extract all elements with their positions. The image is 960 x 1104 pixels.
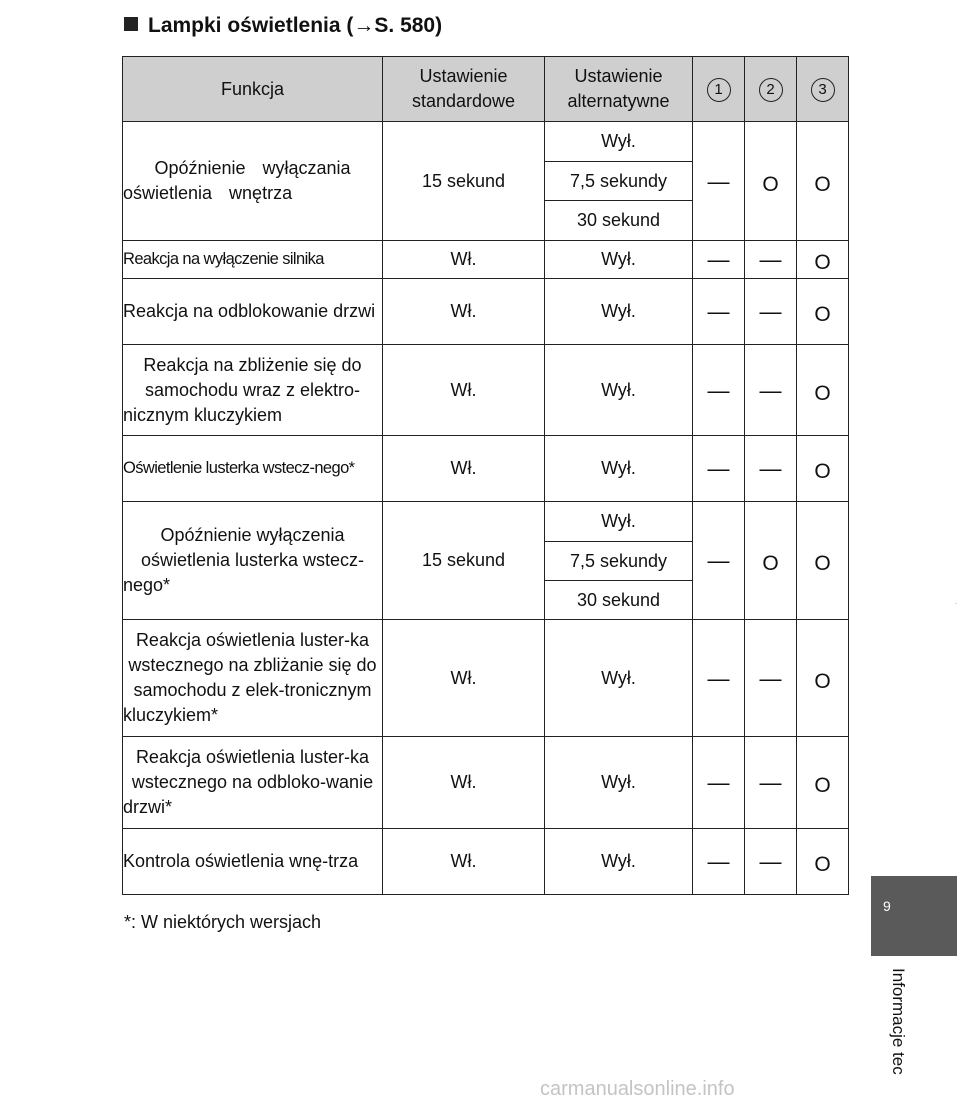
table-row [123, 241, 849, 279]
mark-cell: O [797, 282, 849, 348]
standard-cell: 15 sekund [383, 122, 545, 241]
header-mark-1 [693, 57, 745, 122]
function-cell: Opóźnienie wyłączania oświetlenia wnętrza [123, 122, 383, 241]
alternative-cell: Wył. [545, 122, 693, 162]
function-cell: Oświetlenie lusterka wstecz-nego* [123, 436, 383, 502]
mark-cell: — [693, 122, 745, 241]
standard-cell: Wł. [383, 436, 545, 502]
bullet-square-icon [124, 17, 138, 31]
alternative-cell: 7,5 sekundy [545, 162, 693, 201]
function-cell: Reakcja na wyłączenie silnika [123, 241, 383, 279]
function-cell: Reakcja oświetlenia luster-ka wstecznego na zbliżanie się do samochodu z elek-tronicznym kluczykiem* [123, 620, 383, 737]
table-row [123, 829, 849, 895]
header-function: Funkcja [123, 57, 383, 122]
section-heading [124, 14, 442, 38]
mark-cell: O [797, 125, 849, 244]
alternative-cell: Wył. [545, 737, 693, 829]
mark-cell: — [693, 502, 745, 620]
chapter-number: 9 [883, 898, 891, 914]
mark-cell: O [797, 439, 849, 505]
settings-table [122, 56, 849, 895]
mark-cell: — [693, 241, 745, 279]
alternative-cell: Wył. [545, 279, 693, 345]
mark-cell: — [745, 436, 797, 502]
mark-cell: O [797, 832, 849, 898]
alternative-cell: Wył. [545, 436, 693, 502]
footnote: *: W niektórych wersjach [124, 912, 322, 932]
standard-cell: 15 sekund [383, 502, 545, 620]
mark-cell: — [745, 345, 797, 436]
mark-cell: O [797, 623, 849, 740]
table-row [123, 122, 849, 162]
table-row [123, 279, 849, 345]
mark-cell: — [693, 620, 745, 737]
mark-cell: — [745, 279, 797, 345]
mark-cell: — [745, 620, 797, 737]
standard-cell: Wł. [383, 345, 545, 436]
alternative-cell: 30 sekund [545, 581, 693, 620]
mark-cell: — [693, 737, 745, 829]
table-row [123, 345, 849, 436]
watermark: carmanualsonline.info [540, 1078, 735, 1100]
circled-two-icon: 2 [759, 78, 783, 102]
mark-cell: O [797, 348, 849, 439]
mark-cell: — [693, 436, 745, 502]
standard-cell: Wł. [383, 241, 545, 279]
function-cell: Reakcja na odblokowanie drzwi [123, 279, 383, 345]
mark-cell: — [745, 829, 797, 895]
chapter-tab [871, 876, 957, 956]
alternative-cell: Wył. [545, 829, 693, 895]
function-cell: Kontrola oświetlenia wnę-trza [123, 829, 383, 895]
heading-page-ref: S. 580) [374, 14, 443, 37]
arrow-right-icon: → [353, 14, 375, 37]
standard-cell: Wł. [383, 620, 545, 737]
standard-cell: Wł. [383, 829, 545, 895]
mark-cell: — [693, 345, 745, 436]
table-header-row [123, 57, 849, 122]
heading-text: Lampki oświetlenia ( [148, 14, 354, 37]
circled-three-icon: 3 [811, 78, 835, 102]
mark-cell: O [745, 505, 797, 623]
function-cell: Reakcja na zbliżenie się do samochodu wraz z elektro-nicznym kluczykiem [123, 345, 383, 436]
page-speck: . [955, 597, 958, 606]
alternative-cell: 30 sekund [545, 201, 693, 241]
header-standard: Ustawienie standardowe [383, 57, 545, 122]
circled-one-icon: 1 [707, 78, 731, 102]
header-mark-3 [797, 57, 849, 122]
alternative-cell: Wył. [545, 502, 693, 542]
mark-cell: — [693, 279, 745, 345]
mark-cell: O [745, 125, 797, 244]
header-mark-2 [745, 57, 797, 122]
function-cell: Reakcja oświetlenia luster-ka wstecznego na odbloko-wanie drzwi* [123, 737, 383, 829]
mark-cell: O [797, 740, 849, 832]
mark-cell: — [745, 737, 797, 829]
mark-cell: — [693, 829, 745, 895]
function-cell: Opóźnienie wyłączenia oświetlenia lusterka wstecz-nego* [123, 502, 383, 620]
chapter-title: Informacje tec [889, 968, 908, 1075]
table-row [123, 620, 849, 737]
alternative-cell: Wył. [545, 345, 693, 436]
table-row [123, 436, 849, 502]
mark-cell: O [797, 505, 849, 623]
standard-cell: Wł. [383, 737, 545, 829]
table-row [123, 502, 849, 542]
mark-cell: O [797, 244, 849, 282]
alternative-cell: Wył. [545, 620, 693, 737]
alternative-cell: 7,5 sekundy [545, 542, 693, 581]
standard-cell: Wł. [383, 279, 545, 345]
header-alternative: Ustawienie alternatywne [545, 57, 693, 122]
alternative-cell: Wył. [545, 241, 693, 279]
table-row [123, 737, 849, 829]
mark-cell: — [745, 241, 797, 279]
